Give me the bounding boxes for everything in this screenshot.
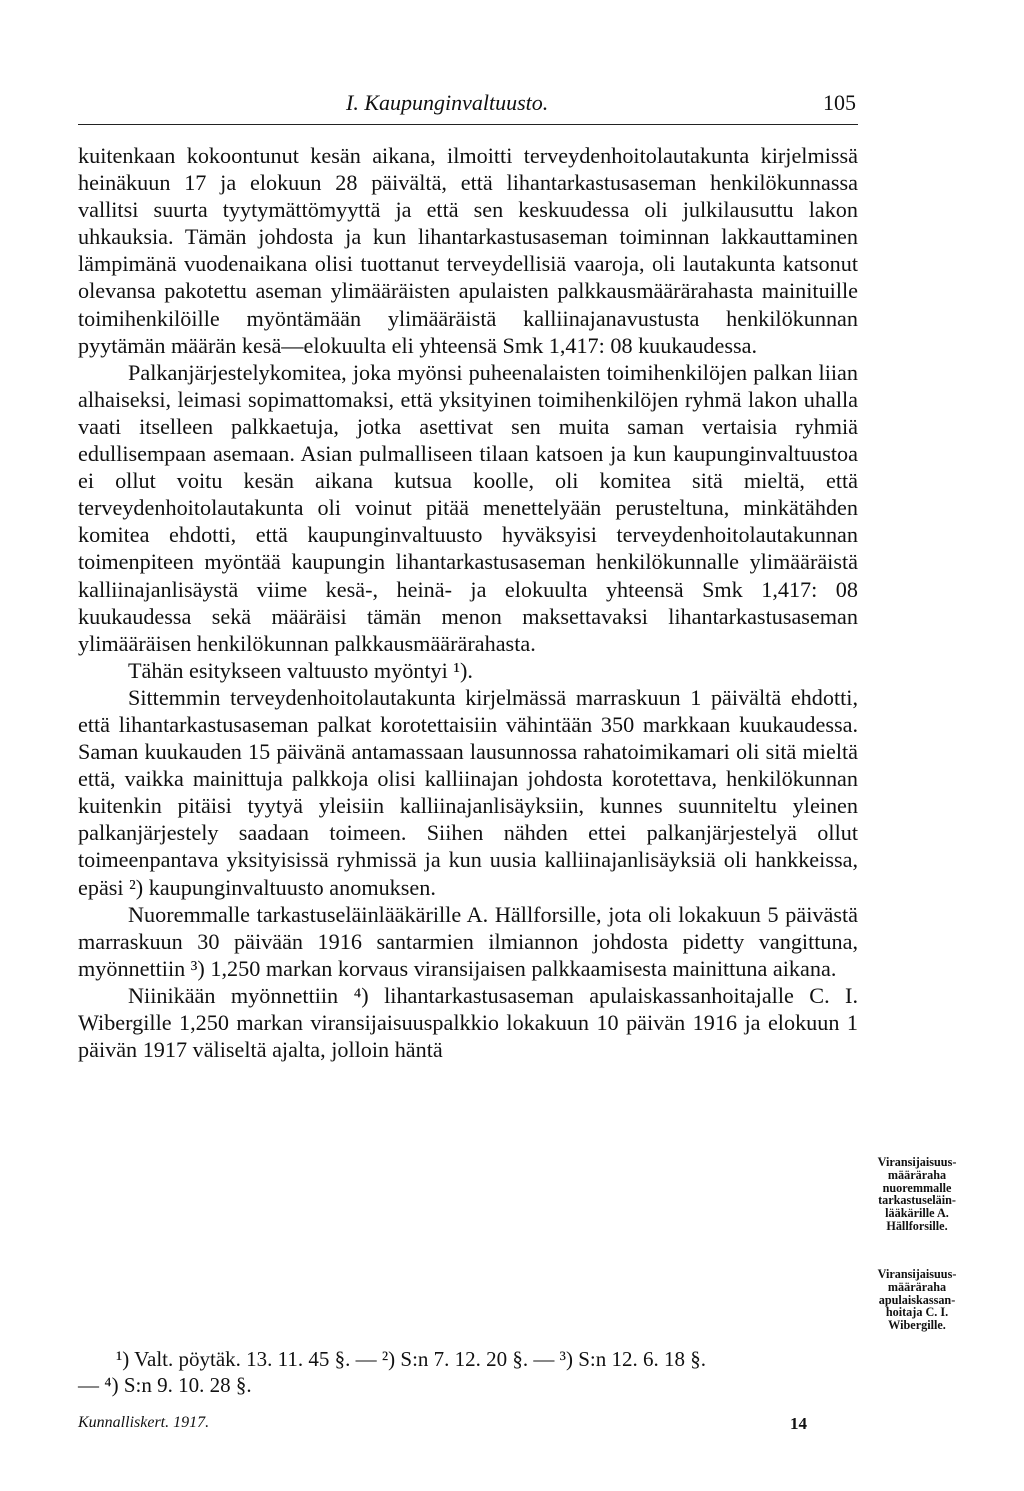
paragraph: Tähän esitykseen valtuusto myöntyi ¹). bbox=[128, 657, 473, 683]
margin-note-line: hoitaja C. I. bbox=[885, 1305, 949, 1320]
paragraph: Sittemmin terveydenhoitolautakunta kirjelmässä marraskuun 1 päivältä ehdotti, että lihantarkastusaseman palkat korotettaisiin vähintään 350 markkaan kuukaudessa. Saman kuukauden 15 päivänä antamassaan lausunnossa rahatoimikamari oli sitä mieltä että, vaikka mainittuja palkkoja olisi kalliinajan johdosta korotettava, henkilökunnan kuitenkin pitäisi tyytyä yleisiin kalliinajanlisäyksiin, kunnes suunniteltu yleinen palkanjärjestely saadaan toimeen. Siihen nähden ettei palkanjärjestelyä ollut toimeenpantava yksityisissä ryhmissä ja kun uusia kalliinajanlisäyksiä oli hankkeissa, epäsi ²) kaupunginvaltuusto anomuksen. bbox=[78, 684, 858, 900]
margin-note-wiberg bbox=[862, 1268, 972, 1332]
margin-note-line: Viransijaisuus- bbox=[877, 1267, 957, 1281]
publication-label: Kunnalliskert. 1917. bbox=[78, 1414, 210, 1431]
margin-note-line: lääkärille A. bbox=[885, 1206, 949, 1221]
margin-note-line: Hällforsille. bbox=[886, 1218, 948, 1233]
page-number: 105 bbox=[823, 90, 856, 115]
margin-note-line: Viransijaisuus- bbox=[877, 1155, 957, 1169]
footnote-line: ¹) Valt. pöytäk. 13. 11. 45 §. — ²) S:n 7. 12. 20 §. — ³) S:n 12. 6. 18 §. bbox=[116, 1347, 706, 1371]
body-text bbox=[78, 142, 858, 1063]
margin-note-line: nuoremmalle bbox=[882, 1180, 952, 1195]
running-title: I. Kaupunginvaltuusto. bbox=[346, 90, 549, 115]
margin-note-line: apulaiskassan- bbox=[878, 1292, 956, 1307]
margin-note-line: tarkastuseläin- bbox=[878, 1193, 956, 1208]
paragraph: kuitenkaan kokoontunut kesän aikana, ilmoitti terveydenhoitolautakunta kirjelmissä heinäkuun 17 ja elokuun 28 päivältä, että lihantarkastusaseman henkilökunnassa vallitsi suurta tyytymättömyyttä ja että sen keskuudessa oli julkilausuttu lakon uhkauksia. Tämän johdosta ja kun lihantarkastusaseman toiminnan lakkauttaminen lämpimänä vuodenaikana olisi tuottanut terveydellisiä vaaroja, oli lautakunta katsonut olevansa pakotettu aseman ylimääräisten apulaisten palkkausmäärärahasta mainituille toimihenkilöille myöntämään ylimääräistä kalliinajanavustusta henkilökunnan pyytämän määrän kesä—elokuulta eli yhteensä Smk 1,417: 08 kuukaudessa. bbox=[78, 143, 858, 358]
margin-note-line: Wibergille. bbox=[888, 1318, 946, 1333]
page-header bbox=[78, 88, 858, 125]
signature-mark: 14 bbox=[790, 1414, 807, 1433]
margin-note-hallfors bbox=[862, 1156, 972, 1233]
margin-note-line: määräraha bbox=[887, 1279, 947, 1294]
footnotes bbox=[78, 1346, 878, 1398]
paragraph: Niinikään myönnettiin ⁴) lihantarkastusaseman apulaiskassanhoitajalle C. I. Wibergille 1,250 markan viransijaisuuspalkkio lokakuun 10 päivän 1916 ja elokuun 1 päivän 1917 väliseltä ajalta, jolloin häntä bbox=[78, 982, 858, 1063]
paragraph: Nuoremmalle tarkastuseläinlääkärille A. Hällforsille, jota oli lokakuun 5 päivästä marraskuun 30 päivään 1916 santarmien ilmiannon johdosta pidetty vangittuna, myönnettiin ³) 1,250 markan korvaus viransijaisen palkkaamisesta mainittuna aikana. bbox=[78, 901, 858, 981]
page-footer bbox=[78, 1414, 858, 1438]
footnote-line: — ⁴) S:n 9. 10. 28 §. bbox=[78, 1373, 252, 1397]
paragraph: Palkanjärjestelykomitea, joka myönsi puheenalaisten toimihenkilöjen palkan liian alhaiseksi, leimasi sopimattomaksi, että yksityinen toimihenkilöjen ryhmä lakon uhalla vaati itselleen palkkaetuja, jotka asettivat sen muita saman vertaisia ryhmiä edullisempaan asemaan. Asian pulmalliseen tilaan katsoen ja kun kaupunginvaltuustoa ei ollut voitu kesän aikana kutsua koolle, oli komitea sitä mieltä, että terveydenhoitolautakunta oli voinut pitää menettelyään perusteltuna, minkätähden komitea ehdotti, että kaupunginvaltuusto hyväksyisi terveydenhoitolautakunnan toimenpiteen myöntää kaupungin lihantarkastusaseman henkilökunnalle ylimääräistä kalliinajanlisäystä viime kesä-, heinä- ja elokuulta yhteensä Smk 1,417: 08 kuukaudessa sekä määräisi tämän menon maksettavaksi lihantarkastusaseman ylimääräisen henkilökunnan palkkausmäärärahasta. bbox=[78, 359, 858, 656]
margin-note-line: määräraha bbox=[887, 1167, 947, 1182]
